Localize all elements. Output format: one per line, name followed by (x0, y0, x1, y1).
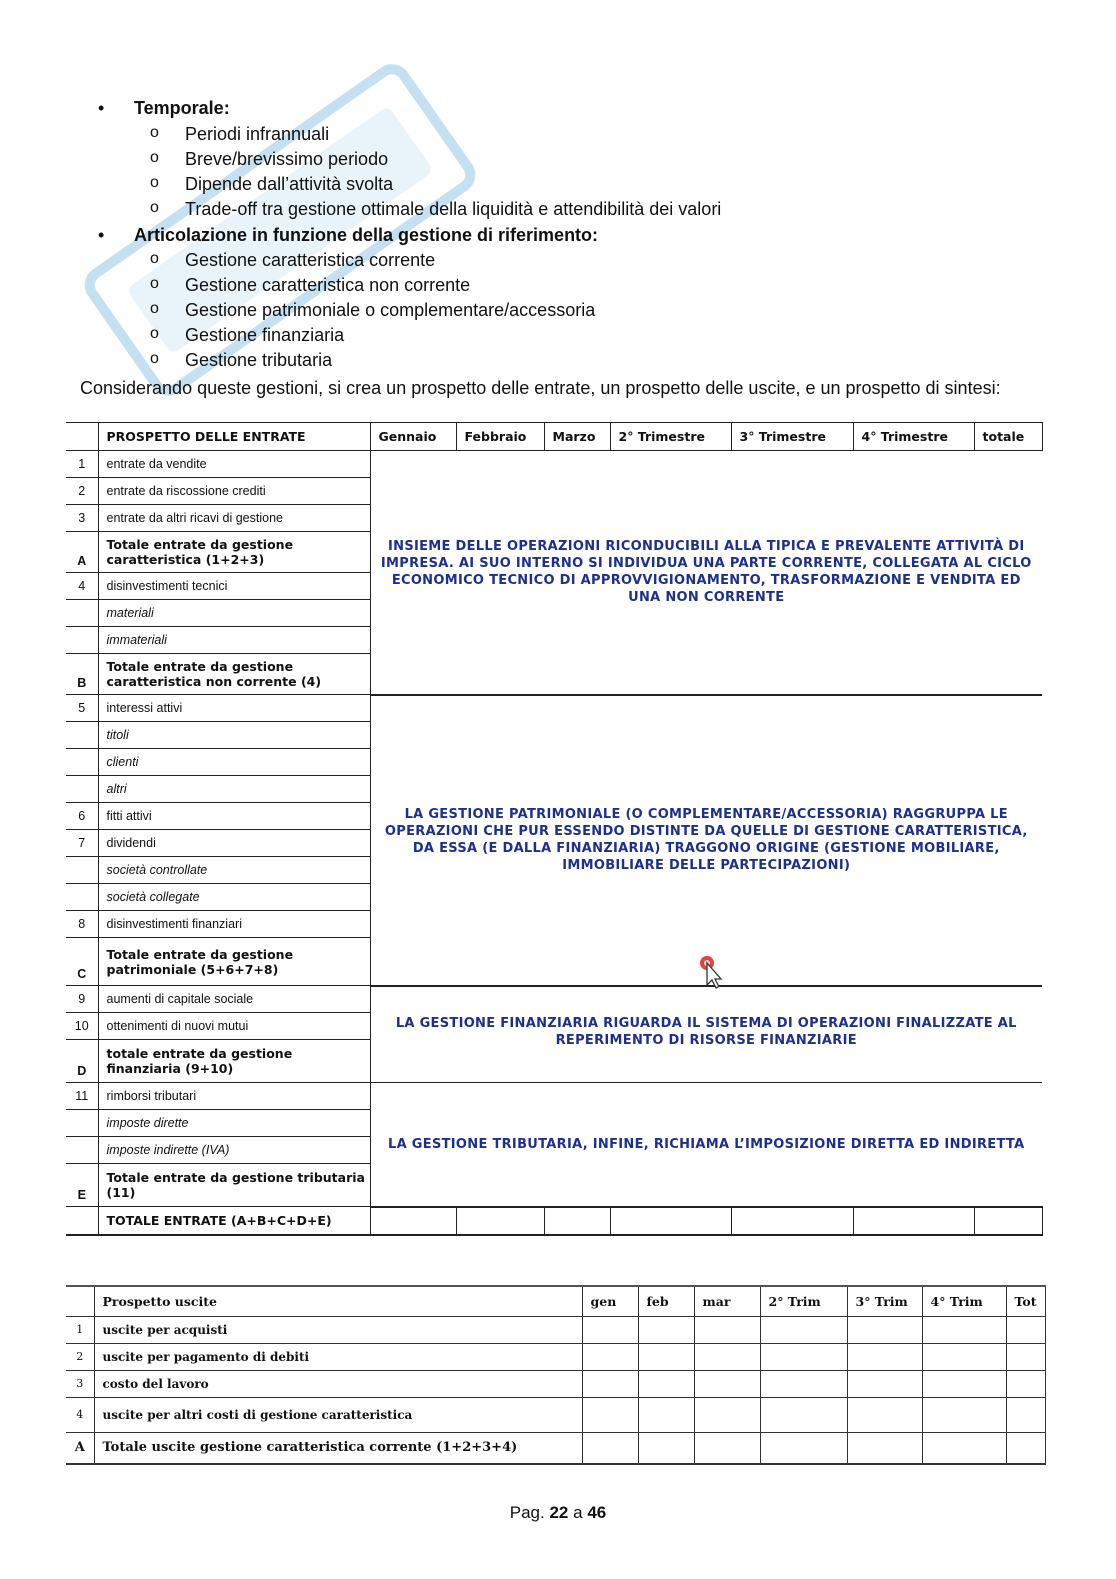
row-label: uscite per altri costi di gestione caratteristica (94, 1397, 582, 1432)
page-total: 46 (587, 1503, 607, 1522)
row-num: 7 (66, 830, 98, 857)
cell-empty (853, 1207, 974, 1235)
row-total-label: totale entrate da gestione finanziaria (9+10) (98, 1040, 370, 1083)
note-gestione-caratteristica: INSIEME DELLE OPERAZIONI RICONDUCIBILI ALLA TIPICA E PREVALENTE ATTIVITÀ DI IMPRESA. AI SUO INTERNO SI INDIVIDUA UNA PARTE CORRENTE, COLLEGATA AL CICLO ECONOMICO TECNICO DI APPROVVIGIONAMENTO, TRASFORMAZIONE E VENDITA ED UNA NON CORRENTE (370, 451, 1042, 695)
header-mar: mar (694, 1286, 760, 1316)
row-label: entrate da vendite (98, 451, 370, 478)
row-label: ottenimenti di nuovi mutui (98, 1013, 370, 1040)
header-num (66, 423, 98, 451)
row-num (66, 1137, 98, 1164)
row-num: 4 (66, 573, 98, 600)
cell-empty (974, 1207, 1042, 1235)
row-label: aumenti di capitale sociale (98, 986, 370, 1013)
row-num: 2 (66, 478, 98, 505)
row-label: disinvestimenti finanziari (98, 911, 370, 938)
header-marzo: Marzo (544, 423, 610, 451)
bullet-title: Temporale: (134, 98, 230, 118)
header-totale: totale (974, 423, 1042, 451)
row-label: costo del lavoro (94, 1370, 582, 1397)
row-num: A (66, 532, 98, 573)
entrate-table (66, 422, 1043, 1236)
row-total-label: Totale uscite gestione caratteristica corrente (1+2+3+4) (94, 1432, 582, 1464)
row-num: E (66, 1164, 98, 1207)
row-label: imposte dirette (98, 1110, 370, 1137)
intro-paragraph: Considerando queste gestioni, si crea un prospetto delle entrate, un prospetto delle uscite, e un prospetto di sintesi: (80, 378, 1001, 398)
row-label: società controllate (98, 857, 370, 884)
cell-empty (544, 1207, 610, 1235)
row-label: uscite per pagamento di debiti (94, 1343, 582, 1370)
uscite-table (66, 1285, 1046, 1465)
row-total-label: Totale entrate da gestione caratteristica (1+2+3) (98, 532, 370, 573)
row-num (66, 600, 98, 627)
row-num (66, 884, 98, 911)
header-2-trim: 2° Trim (760, 1286, 847, 1316)
row-num: 3 (66, 505, 98, 532)
row-num: 5 (66, 695, 98, 722)
row-num: 1 (66, 1316, 94, 1343)
row-num (66, 627, 98, 654)
row-num: 9 (66, 986, 98, 1013)
row-num: 3 (66, 1370, 94, 1397)
row-num (66, 1207, 98, 1235)
header-3-trimestre: 3° Trimestre (731, 423, 853, 451)
header-4-trim: 4° Trim (922, 1286, 1006, 1316)
cell-empty (370, 1207, 456, 1235)
cell-empty (456, 1207, 544, 1235)
row-num (66, 722, 98, 749)
header-tot: Tot (1006, 1286, 1045, 1316)
note-gestione-finanziaria: LA GESTIONE FINANZIARIA RIGUARDA IL SISTEMA DI OPERAZIONI FINALIZZATE AL REPERIMENTO DI RISORSE FINANZIARIE (370, 986, 1042, 1083)
row-total-label: Totale entrate da gestione caratteristica non corrente (4) (98, 654, 370, 695)
row-num: 11 (66, 1083, 98, 1110)
row-label: immateriali (98, 627, 370, 654)
row-label: fitti attivi (98, 803, 370, 830)
row-num (66, 776, 98, 803)
row-num: 1 (66, 451, 98, 478)
header-3-trim: 3° Trim (847, 1286, 922, 1316)
row-num: B (66, 654, 98, 695)
row-label: imposte indirette (IVA) (98, 1137, 370, 1164)
bullet-title: Articolazione in funzione della gestione di riferimento: (134, 225, 599, 245)
row-label: disinvestimenti tecnici (98, 573, 370, 600)
header-gennaio: Gennaio (370, 423, 456, 451)
row-label: dividendi (98, 830, 370, 857)
note-gestione-patrimoniale: LA GESTIONE PATRIMONIALE (O COMPLEMENTARE/ACCESSORIA) RAGGRUPPA LE OPERAZIONI CHE PUR ESSENDO DISTINTE DA QUELLE DI GESTIONE CARATTERISTICA, DA ESSA (E DALLA FINANZIARIA) TRAGGONO ORIGINE (GESTIONE MOBILIARE, IMMOBILIARE DELLE PARTECIPAZIONI) (370, 695, 1042, 986)
row-label: interessi attivi (98, 695, 370, 722)
row-label: altri (98, 776, 370, 803)
row-label: uscite per acquisti (94, 1316, 582, 1343)
row-label: titoli (98, 722, 370, 749)
header-feb: feb (638, 1286, 694, 1316)
row-num: A (66, 1432, 94, 1464)
note-gestione-tributaria: LA GESTIONE TRIBUTARIA, INFINE, RICHIAMA L’IMPOSIZIONE DIRETTA ED INDIRETTA (370, 1083, 1042, 1207)
row-num: 10 (66, 1013, 98, 1040)
row-num (66, 1110, 98, 1137)
page-footer (0, 1503, 1116, 1523)
mouse-cursor-icon (697, 951, 723, 989)
row-total-label: TOTALE ENTRATE (A+B+C+D+E) (98, 1207, 370, 1235)
footer-prefix: Pag. (509, 1503, 545, 1522)
row-label: clienti (98, 749, 370, 776)
header-febbraio: Febbraio (456, 423, 544, 451)
cell-empty (610, 1207, 731, 1235)
row-label: entrate da riscossione crediti (98, 478, 370, 505)
row-num (66, 857, 98, 884)
row-total-label: Totale entrate da gestione patrimoniale (5+6+7+8) (98, 938, 370, 986)
row-num: 4 (66, 1397, 94, 1432)
row-total-label: Totale entrate da gestione tributaria (11) (98, 1164, 370, 1207)
cell-empty (731, 1207, 853, 1235)
row-num: 2 (66, 1343, 94, 1370)
footer-sep: a (573, 1503, 583, 1522)
header-2-trimestre: 2° Trimestre (610, 423, 731, 451)
row-label: entrate da altri ricavi di gestione (98, 505, 370, 532)
header-gen: gen (582, 1286, 638, 1316)
header-prospetto-uscite: Prospetto uscite (94, 1286, 582, 1316)
header-prospetto: PROSPETTO DELLE ENTRATE (98, 423, 370, 451)
row-num: 6 (66, 803, 98, 830)
row-label: società collegate (98, 884, 370, 911)
row-num (66, 749, 98, 776)
page-number: 22 (549, 1503, 569, 1522)
header-4-trimestre: 4° Trimestre (853, 423, 974, 451)
row-label: rimborsi tributari (98, 1083, 370, 1110)
row-label: materiali (98, 600, 370, 627)
row-num: C (66, 938, 98, 986)
header-num (66, 1286, 94, 1316)
row-num: 8 (66, 911, 98, 938)
row-num: D (66, 1040, 98, 1083)
